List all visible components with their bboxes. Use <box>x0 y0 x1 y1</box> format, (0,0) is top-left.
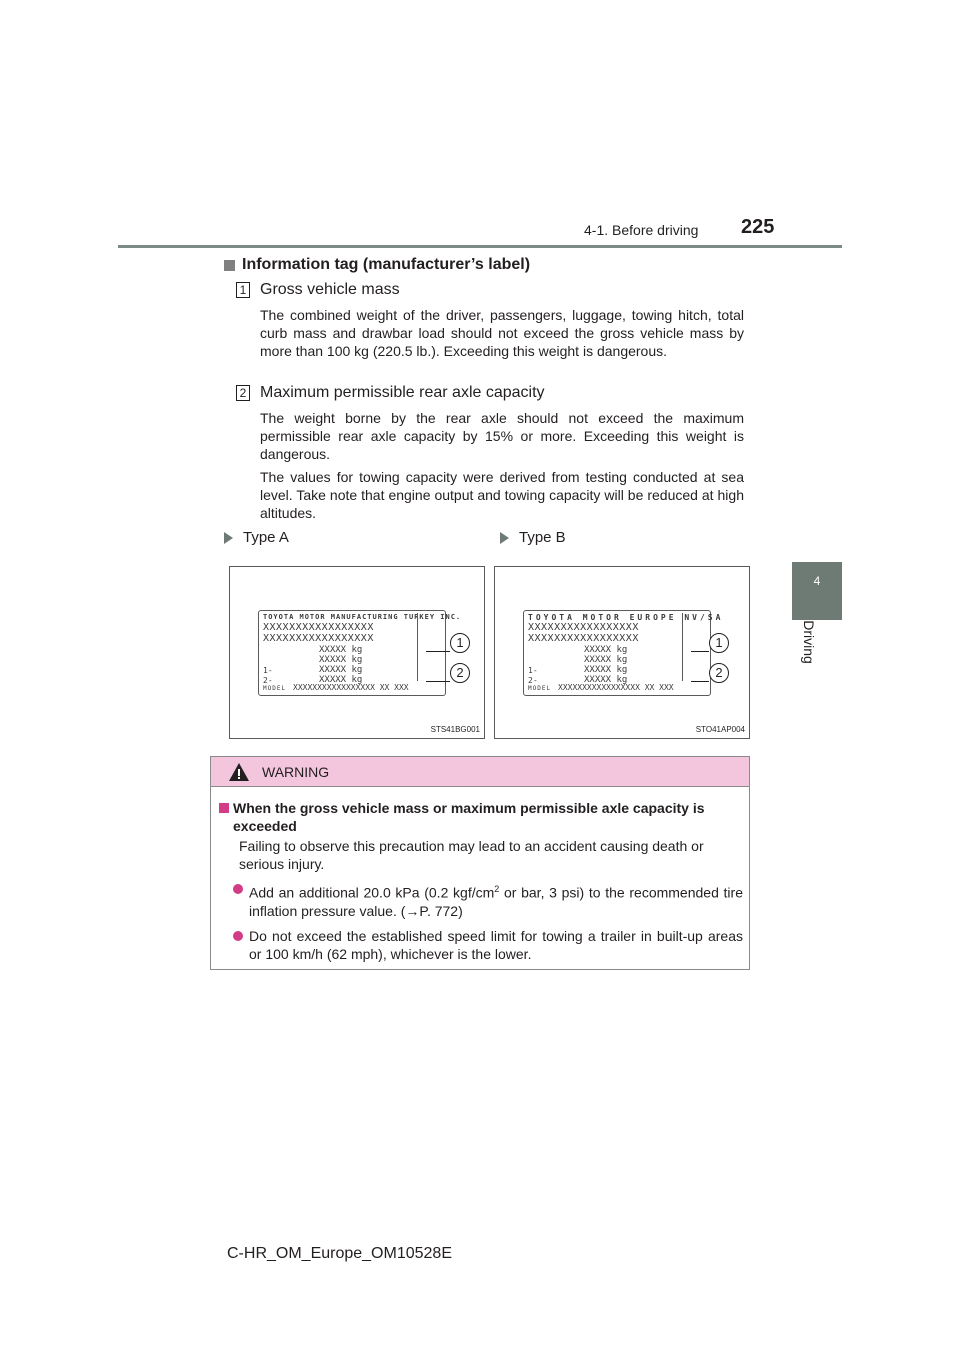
tag-line: XXXXXXXXXXXXXXXXX <box>263 633 374 644</box>
warning-bullet <box>233 880 743 920</box>
chapter-tab: 4 <box>792 562 842 620</box>
leader-line <box>426 681 450 682</box>
paragraph: The values for towing capacity were derived from testing conducted at sea level. Take note that engine output and towing capacity will be reduced at high altitudes. <box>260 469 744 521</box>
footer-doc-id: C-HR_OM_Europe_OM10528E <box>227 1245 452 1262</box>
tag-kg: XXXXX kg <box>319 655 363 665</box>
tag-line: XXXXXXXXXXXXXXXXX <box>528 622 639 633</box>
bullet1-post: or bar, 3 psi) to the recommended tire inflation pressure value. (→P. 772) <box>249 884 743 919</box>
triangle-bullet-icon <box>224 532 233 544</box>
callout-1: 1 <box>709 633 729 653</box>
label-figure-type-a <box>229 566 485 739</box>
tag-kg: XXXXX kg <box>584 645 628 655</box>
item-title: Maximum permissible rear axle capacity <box>260 384 545 401</box>
tag-header: TOYOTA MOTOR MANUFACTURING TURKEY INC. <box>263 613 462 621</box>
warning-body <box>211 787 749 963</box>
square-bullet-icon <box>224 260 235 271</box>
type-b-label <box>500 529 566 546</box>
tag-axle: 1- <box>263 666 273 675</box>
tag-vertical-strip <box>682 613 708 681</box>
leader-line <box>691 651 709 652</box>
tag-line: XXXXXXXXXXXXXXXXX <box>528 633 639 644</box>
figure-code: STO41AP004 <box>695 725 745 734</box>
paragraph: The combined weight of the driver, passengers, luggage, towing hitch, total curb mass and drawbar load should not exceed the gross vehicle mass by more than 100 kg (220.5 lb.). Exceeding this weight is dangerous. <box>260 307 744 359</box>
number-box: 1 <box>236 282 250 298</box>
tag-axle: 2- <box>263 676 273 685</box>
callout-1: 1 <box>450 633 470 653</box>
tag-kg: XXXXX kg <box>584 675 628 685</box>
warning-bullet <box>233 927 743 963</box>
tag-kg: XXXXX kg <box>319 645 363 655</box>
tag-vertical-strip <box>417 613 443 681</box>
manufacturer-tag <box>258 610 462 696</box>
circle-bullet-icon <box>233 884 243 894</box>
tag-axle: 1- <box>528 666 538 675</box>
section-title: 4-1. Before driving <box>584 222 699 238</box>
figure-code: STS41BG001 <box>430 725 480 734</box>
triangle-bullet-icon <box>500 532 509 544</box>
bullet1-sup: 2 <box>494 884 500 894</box>
callout-2: 2 <box>709 663 729 683</box>
tag-axle: 2- <box>528 676 538 685</box>
warning-header <box>211 757 749 787</box>
paragraph: The weight borne by the rear axle should not exceed the maximum permissible rear axle capacity by 15% or more. Exceeding this weight is dangerous. <box>260 410 744 462</box>
info-tag-heading <box>224 256 530 274</box>
leader-line <box>426 651 450 652</box>
tag-kg: XXXXX kg <box>319 675 363 685</box>
warning-text: Failing to observe this precaution may lead to an accident causing death or serious injury. <box>239 838 704 872</box>
tag-kg: XXXXX kg <box>319 665 363 675</box>
warning-title <box>219 799 743 835</box>
type-a-text: Type A <box>243 529 289 546</box>
bullet1-pre: Add an additional 20.0 kPa (0.2 kgf/cm <box>249 884 495 901</box>
warning-bullet-text <box>249 880 743 920</box>
leader-line <box>691 681 709 682</box>
square-bullet-icon <box>219 803 229 813</box>
tag-model-label: MODEL <box>263 685 287 692</box>
warning-label: WARNING <box>262 763 330 780</box>
warning-triangle-icon <box>228 762 250 782</box>
tag-model-value: XXXXXXXXXXXXXXXXX XX XXX <box>293 683 409 692</box>
item-heading-gross-mass <box>236 281 400 299</box>
number-box: 2 <box>236 385 250 401</box>
info-tag-heading-text: Information tag (manufacturer’s label) <box>242 256 531 273</box>
tag-model-label: MODEL <box>528 685 552 692</box>
tag-kg: XXXXX kg <box>584 655 628 665</box>
header-rule <box>118 245 842 248</box>
type-b-text: Type B <box>519 529 566 546</box>
tag-header: TOYOTA MOTOR EUROPE NV/SA <box>528 613 724 622</box>
tag-model-value: XXXXXXXXXXXXXXXXX XX XXX <box>558 683 674 692</box>
page-number: 225 <box>741 216 775 238</box>
tag-kg: XXXXX kg <box>584 665 628 675</box>
warning-box <box>210 756 750 970</box>
warning-bullet-text: Do not exceed the established speed limit for towing a trailer in built-up areas or 100 km/h (62 mph), whichever is the lower. <box>249 927 743 962</box>
chapter-label: Driving <box>801 620 817 664</box>
warning-title-text: When the gross vehicle mass or maximum permissible axle capacity is exceeded <box>233 800 705 834</box>
item-heading-rear-axle <box>236 384 545 402</box>
manufacturer-tag <box>523 610 724 696</box>
label-figure-type-b <box>494 566 750 739</box>
type-a-label <box>224 529 289 546</box>
callout-2: 2 <box>450 663 470 683</box>
circle-bullet-icon <box>233 931 243 941</box>
item-title: Gross vehicle mass <box>260 281 400 298</box>
tag-line: XXXXXXXXXXXXXXXXX <box>263 622 374 633</box>
